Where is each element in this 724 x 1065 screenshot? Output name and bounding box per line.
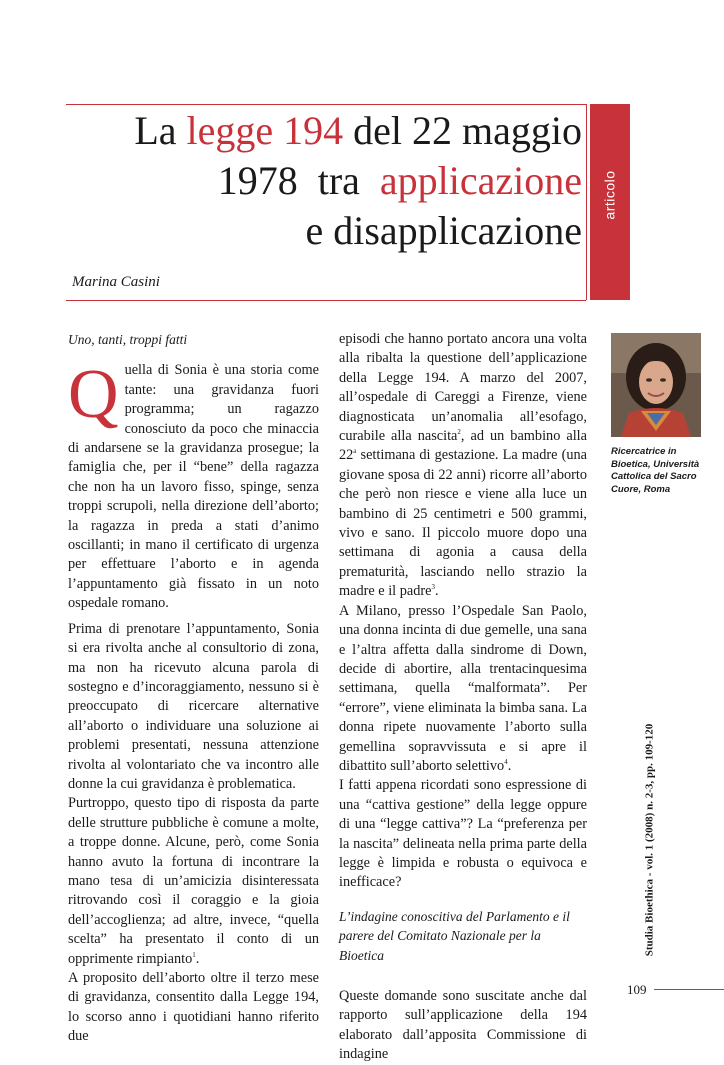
author-name: Marina Casini: [72, 274, 160, 290]
paragraph: [68, 356, 319, 613]
header-frame-right: [586, 104, 587, 300]
drop-cap: Q: [68, 356, 119, 434]
title-line1-a: La: [134, 108, 187, 153]
paragraph: Prima di prenotare l’appuntamento, Sonia si era rivolta anche al consultorio di zona, ma non ha ricevuto alcuna parola di sostegno e d’incoraggiamento, nessuno si è preoccupato di ricercare alternative all’aborto o individuare una soluzione ai problemi presentati, nessuna attenzione rivolta al volontariato che va incontro alle donne la cui gravidanza è problematica.: [68, 620, 319, 792]
page-number: 109: [627, 982, 647, 997]
paragraph-end: .: [195, 950, 200, 967]
paragraph: I fatti appena ricordati sono espressione di una “cattiva gestione” della legge oppure di una “legge cattiva”? La “preferenza per la nascita” delineata nella prima parte della legge è limpida e robusta o equivoca e inefficace?: [339, 777, 587, 891]
header-frame-top: [66, 104, 586, 105]
journal-reference-text: Studia Bioethica - vol. 1 (2008) n. 2-3, pp. 109-120: [643, 723, 656, 957]
title-line1-b: del 22 maggio: [343, 108, 582, 153]
journal-reference: [640, 715, 658, 965]
section-label: articolo: [602, 170, 619, 220]
paragraph-text: Purtroppo, questo tipo di risposta da parte delle strutture pubbliche è comune a molte, a troppe donne. Alcune, però, come Sonia hanno avuto la fortuna di incontrare la mano tesa di un’amicizia disinteressata ritrovando così il coraggio e la gioia dell’accoglienza; ad altre, invece, “quella scelta” ha presentato il conto di un opprimente rimpianto: [68, 795, 319, 967]
title-line1-highlight: legge 194: [186, 108, 344, 153]
paragraph: [339, 602, 587, 777]
paragraph-text: A Milano, presso l’Ospedale San Paolo, una donna incinta di due gemelle, una sana e l’altra affetta dalla sindrome di Down, decide di abortire, alla trentacinquesima settimana, quella “malformata”. Per “errore”, viene eliminata la bimba sana. La donna ripete nuovamente l’aborto sulla gemellina sopravvissuta e si apre il dibattito sull’aborto selettivo: [339, 602, 587, 774]
paragraph: Queste domande sono suscitate anche dal rapporto sull’applicazione della 194 elaborato dall’apposita Commissione di indagine: [339, 988, 587, 1063]
ordinal-suffix: a: [353, 447, 357, 456]
footnote-ref: 4: [504, 758, 508, 767]
text-column-right: [339, 330, 587, 1065]
paragraph: [339, 330, 587, 602]
footnote-ref: 2: [457, 428, 461, 437]
text-column-left: [68, 330, 319, 1047]
paragraph-text: uella di Sonia è una storia come tante: una gravidanza fuori programma; un ragazzo conosciuto da poco che minaccia di andarsene se la gravidanza prosegue; la famiglia che, per il “bene” della ragazza che non ha un lavoro fisso, spinge, senza troppi scrupoli, nella direzione dell’aborto; la ragazza in preda a stati d’animo oscillanti; in mano il certificato di urgenza per effettuare l’aborto e in agenda l’appuntamento già fissato in un noto ospedale romano.: [68, 362, 319, 612]
author-photo: [611, 333, 701, 437]
paragraph: A proposito dell’aborto oltre il terzo mese di gravidanza, consentito dalla Legge 194, lo scorso anno i quotidiani hanno riferito due: [68, 970, 319, 1045]
section-heading: L’indagine conoscitiva del Parlamento e il parere del Comitato Nazionale per la Bioetica: [339, 908, 570, 963]
footnote-ref: 1: [192, 950, 196, 959]
section-heading: Uno, tanti, troppi fatti: [68, 332, 188, 347]
paragraph-end: .: [507, 757, 512, 774]
paragraph-text: settimana di gestazione. La madre (una giovane sposa di 22 anni) ricorre all’aborto che però non riesce e viene alla luce un bambino di 25 centimetri e 500 grammi, vivo e sano. Il piccolo muore dopo una settimana di agonia a causa della prematurità, lasciando nello strazio la madre e il padre: [339, 447, 587, 600]
section-tab: [590, 104, 630, 300]
header-frame-bottom: [66, 300, 586, 301]
footnote-ref: 3: [431, 583, 435, 592]
title-line2-highlight: applicazione: [379, 158, 582, 203]
author-caption: Ricercatrice in Bioetica, Università Cattolica del Sacro Cuore, Roma: [611, 446, 700, 495]
paragraph-text: , ad un bambino alla 22: [339, 428, 587, 464]
title-line2-a: 1978 tra: [217, 158, 380, 203]
title-line3: e disapplicazione: [305, 208, 582, 253]
page-number-rule: [654, 989, 724, 990]
paragraph: [68, 794, 319, 969]
paragraph-end: .: [434, 583, 439, 600]
article-title: [134, 106, 582, 256]
paragraph-text: episodi che hanno portato ancora una volta alla ribalta la questione dell’applicazione della Legge 194. A marzo del 2007, all’ospedale di Careggi a Firenze, viene diagnosticata un’anomalia all’esofago, curabile alla nascita: [339, 331, 587, 445]
